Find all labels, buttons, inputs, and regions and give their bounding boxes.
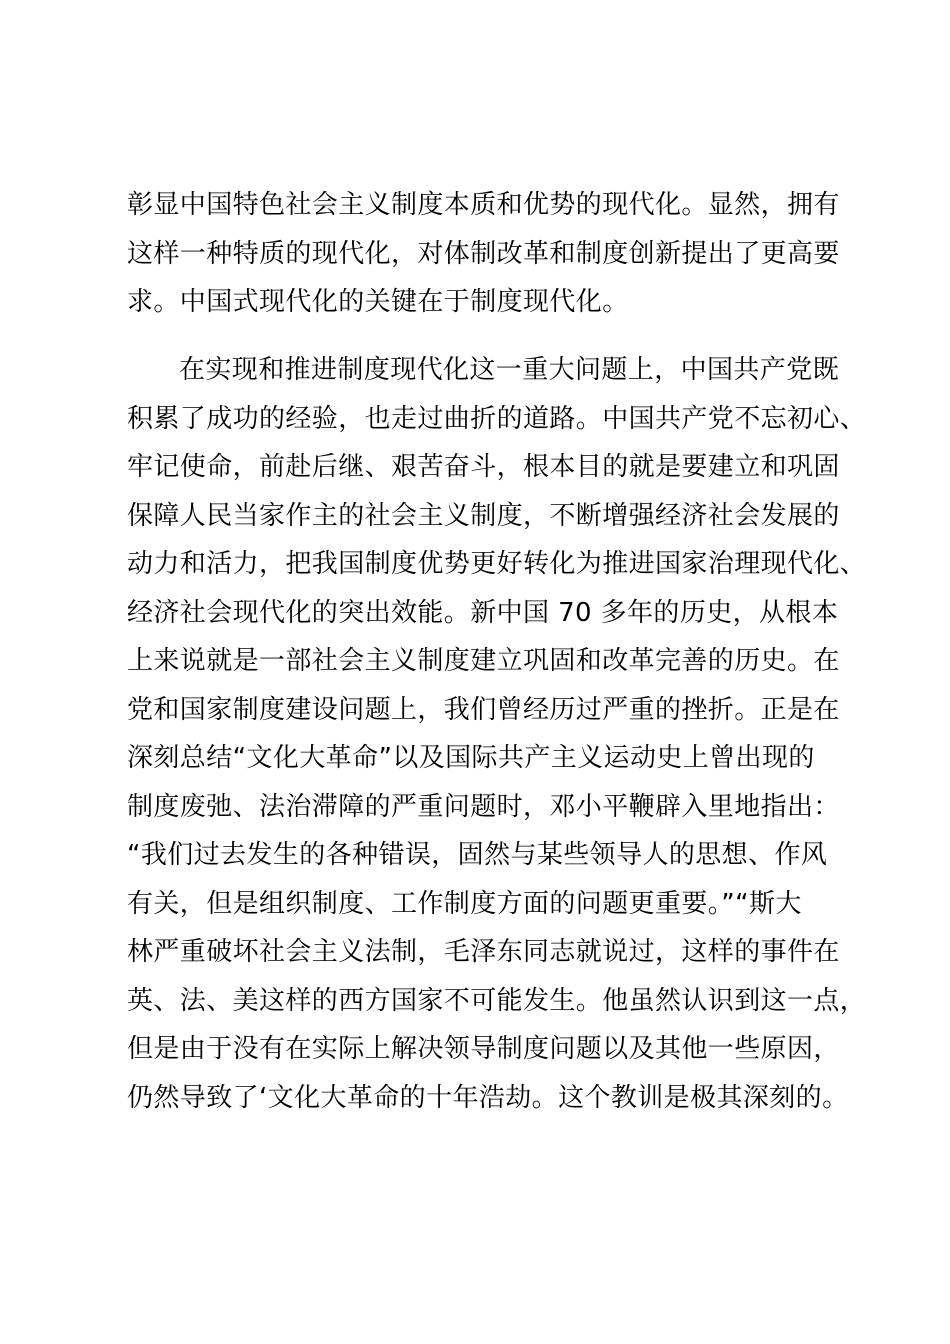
text-line: 求。中国式现代化的关键在于制度现代化。 [127, 287, 629, 317]
text-line: “我们过去发生的各种错误，固然与某些领导人的思想、作风 [127, 840, 828, 870]
text-line: 保障人民当家作主的社会主义制度，不断增强经济社会发展的 [127, 500, 840, 531]
text-line: 上来说就是一部社会主义制度建立巩固和改革完善的历史。在 [127, 646, 840, 676]
text-line: 林严重破坏社会主义法制，毛泽东同志就说过，这样的事件在 [127, 937, 840, 967]
text-line: 在实现和推进制度现代化这一重大问题上，中国共产党既 [179, 355, 840, 385]
text-line: 积累了成功的经验，也走过曲折的道路。中国共产党不忘初心、 [127, 403, 867, 434]
text-line: 动力和活力，把我国制度优势更好转化为推进国家治理现代化、 [127, 549, 867, 579]
text-line: 英、法、美这样的西方国家不可能发生。他虽然认识到这一点， [127, 985, 867, 1016]
text-line: 党和国家制度建设问题上，我们曾经历过严重的挫折。正是在 [127, 694, 840, 725]
text-line: 深刻总结“文化大革命”以及国际共产主义运动史上曾出现的 [127, 743, 815, 773]
text-line: 但是由于没有在实际上解决领导制度问题以及其他一些原因， [127, 1034, 840, 1064]
paragraph-2 [127, 346, 867, 1122]
text-line: 这样一种特质的现代化，对体制改革和制度创新提出了更高要 [127, 238, 840, 269]
text-line: 彰显中国特色社会主义制度本质和优势的现代化。显然，拥有 [127, 190, 840, 220]
text-line: 仍然导致了‘文化大革命的十年浩劫。这个教训是极其深刻的。 [127, 1082, 849, 1113]
text-line: 经济社会现代化的突出效能。新中国 70 多年的历史，从根本 [127, 597, 839, 628]
text-line: 制度废弛、法治滞障的严重问题时，邓小平鞭辟入里地指出： [127, 791, 840, 822]
text-line: 有关，但是组织制度、工作制度方面的问题更重要。”“斯大 [127, 888, 802, 919]
text-line: 牢记使命，前赴后继、艰苦奋斗，根本目的就是要建立和巩固 [127, 452, 840, 482]
paragraph-1 [127, 181, 852, 327]
